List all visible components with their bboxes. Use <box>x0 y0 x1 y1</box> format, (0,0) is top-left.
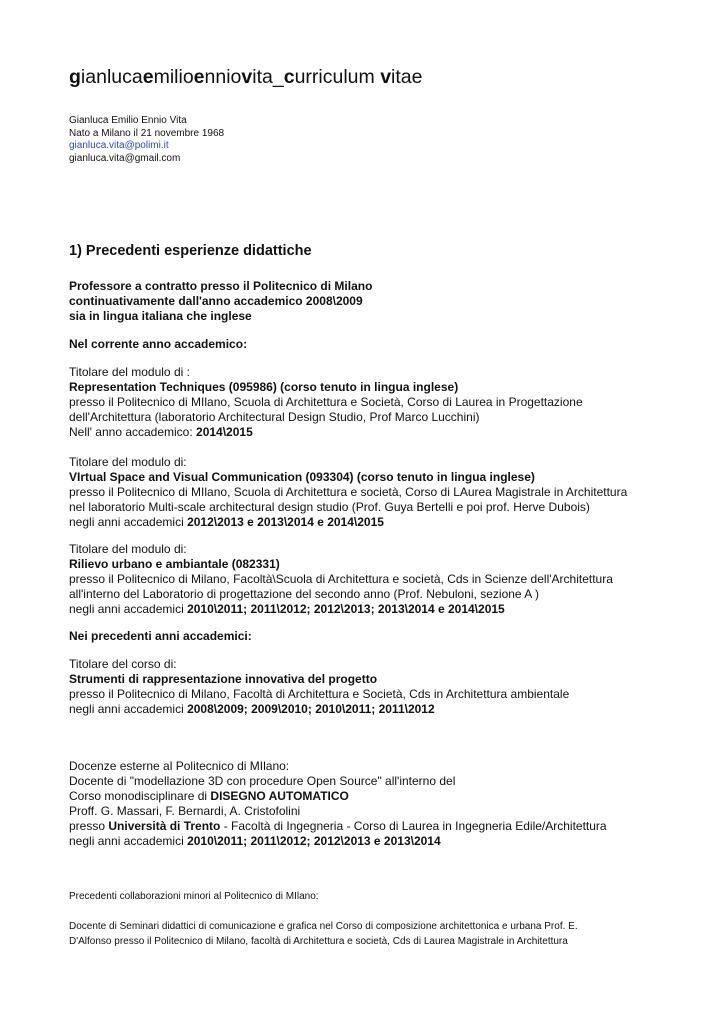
module-years: Nell' anno accademico: 2014\2015 <box>69 425 253 439</box>
module-rilievo-urbano <box>69 542 709 617</box>
minor-collaborations-heading-block <box>69 889 709 904</box>
module-course: VIrtual Space and Visual Communication (093304) (corso tenuto in lingua inglese) <box>69 470 535 484</box>
course-label: Titolare del corso di: <box>69 657 177 671</box>
title-part: vita_ <box>241 66 284 88</box>
current-year-heading-block <box>69 337 709 352</box>
external-university: presso Università di Trento - Facoltà di Ingegneria - Corso di Laurea in Ingegneria Edile/Architettura <box>69 819 607 833</box>
external-teaching <box>69 759 709 849</box>
module-course: Rilievo urbano e ambiantale (082331) <box>69 557 280 571</box>
intro-line: Professore a contratto presso il Politecnico di Milano <box>69 279 373 293</box>
external-years: negli anni accademici 2010\2011; 2011\2012; 2012\2013 e 2013\2014 <box>69 834 441 848</box>
title-part: gianluca <box>69 66 143 88</box>
intro-block <box>69 279 709 324</box>
course-strumenti <box>69 657 709 717</box>
module-years: negli anni accademici 2010\2011; 2011\2012; 2012\2013; 2013\2014 e 2014\2015 <box>69 602 505 616</box>
intro-line: continuativamente dall'anno accademico 2008\2009 <box>69 294 363 308</box>
module-virtual-space <box>69 455 709 530</box>
email-gmail: gianluca.vita@gmail.com <box>69 152 181 164</box>
minor-collaborations <box>69 919 709 949</box>
contact-birth: Nato a Milano il 21 novembre 1968 <box>69 127 225 139</box>
title-part: vitae <box>380 66 423 88</box>
document-title <box>69 66 423 89</box>
intro-line: sia in lingua italiana che inglese <box>69 309 252 323</box>
title-part: curriculum <box>283 66 381 88</box>
current-year-heading: Nel corrente anno accademico: <box>69 337 248 351</box>
module-detail: dell'Architettura (laboratorio Architectural Design Studio, Prof Marco Lucchini) <box>69 410 480 424</box>
minor-collaborations-heading: Precedenti collaborazioni minori al Politecnico di MIlano: <box>69 891 319 902</box>
title-part: emilio <box>142 66 194 88</box>
module-detail: all'interno del Laboratorio di progettazione del secondo anno (Prof. Nebuloni, sezione A ) <box>69 587 539 601</box>
module-representation-techniques <box>69 365 709 440</box>
module-label: Titolare del modulo di : <box>69 365 190 379</box>
contact-name: Gianluca Emilio Ennio Vita <box>69 115 187 126</box>
module-label: Titolare del modulo di: <box>69 455 187 469</box>
module-detail: presso il Politecnico di Milano, Facoltà\Scuola di Architettura e società, Cds in Scienze dell'Architettura <box>69 572 613 586</box>
course-years: negli anni accademici 2008\2009; 2009\2010; 2010\2011; 2011\2012 <box>69 702 435 716</box>
external-heading: Docenze esterne al Politecnico di MIlano: <box>69 759 290 773</box>
section-heading: 1) Precedenti esperienze didattiche <box>69 243 312 259</box>
previous-years-heading-block <box>69 629 709 644</box>
email-link-polimi[interactable]: gianluca.vita@polimi.it <box>69 140 169 151</box>
minor-detail: Docente di Seminari didattici di comunicazione e grafica nel Corso di composizione architettonica e urbana Prof. E. <box>69 921 578 932</box>
module-years: negli anni accademici 2012\2013 e 2013\2014 e 2014\2015 <box>69 515 384 529</box>
external-course: Corso monodisciplinare di DISEGNO AUTOMATICO <box>69 789 349 803</box>
module-detail: presso il Politecnico di MIlano, Scuola di Architettura e società, Corso di LAurea Magistrale in Architettura <box>69 485 628 499</box>
contact-block <box>69 115 224 165</box>
module-detail: presso il Politecnico di MIlano, Scuola di Architettura e Società, Corso di Laurea in Progettazione <box>69 395 583 409</box>
minor-detail: D'Alfonso presso il Politecnico di Milano, facoltà di Architettura e società, Cds di Laurea Magistrale in Architettura <box>69 936 568 947</box>
module-label: Titolare del modulo di: <box>69 542 187 556</box>
module-course: Representation Techniques (095986) (corso tenuto in lingua inglese) <box>69 380 459 394</box>
module-detail: nel laboratorio Multi-scale architectural design studio (Prof. Guya Bertelli e poi prof. Herve Dubois) <box>69 500 590 514</box>
previous-years-heading: Nei precedenti anni accademici: <box>69 629 252 643</box>
course-detail: presso il Politecnico di Milano, Facoltà di Architettura e Società, Cds in Architettura ambientale <box>69 687 570 701</box>
external-detail: Docente di "modellazione 3D con procedure Open Source" all'interno del <box>69 774 456 788</box>
title-part: ennio <box>193 66 242 88</box>
course-title: Strumenti di rappresentazione innovativa del progetto <box>69 672 378 686</box>
external-professors: Proff. G. Massari, F. Bernardi, A. Cristofolini <box>69 804 301 818</box>
